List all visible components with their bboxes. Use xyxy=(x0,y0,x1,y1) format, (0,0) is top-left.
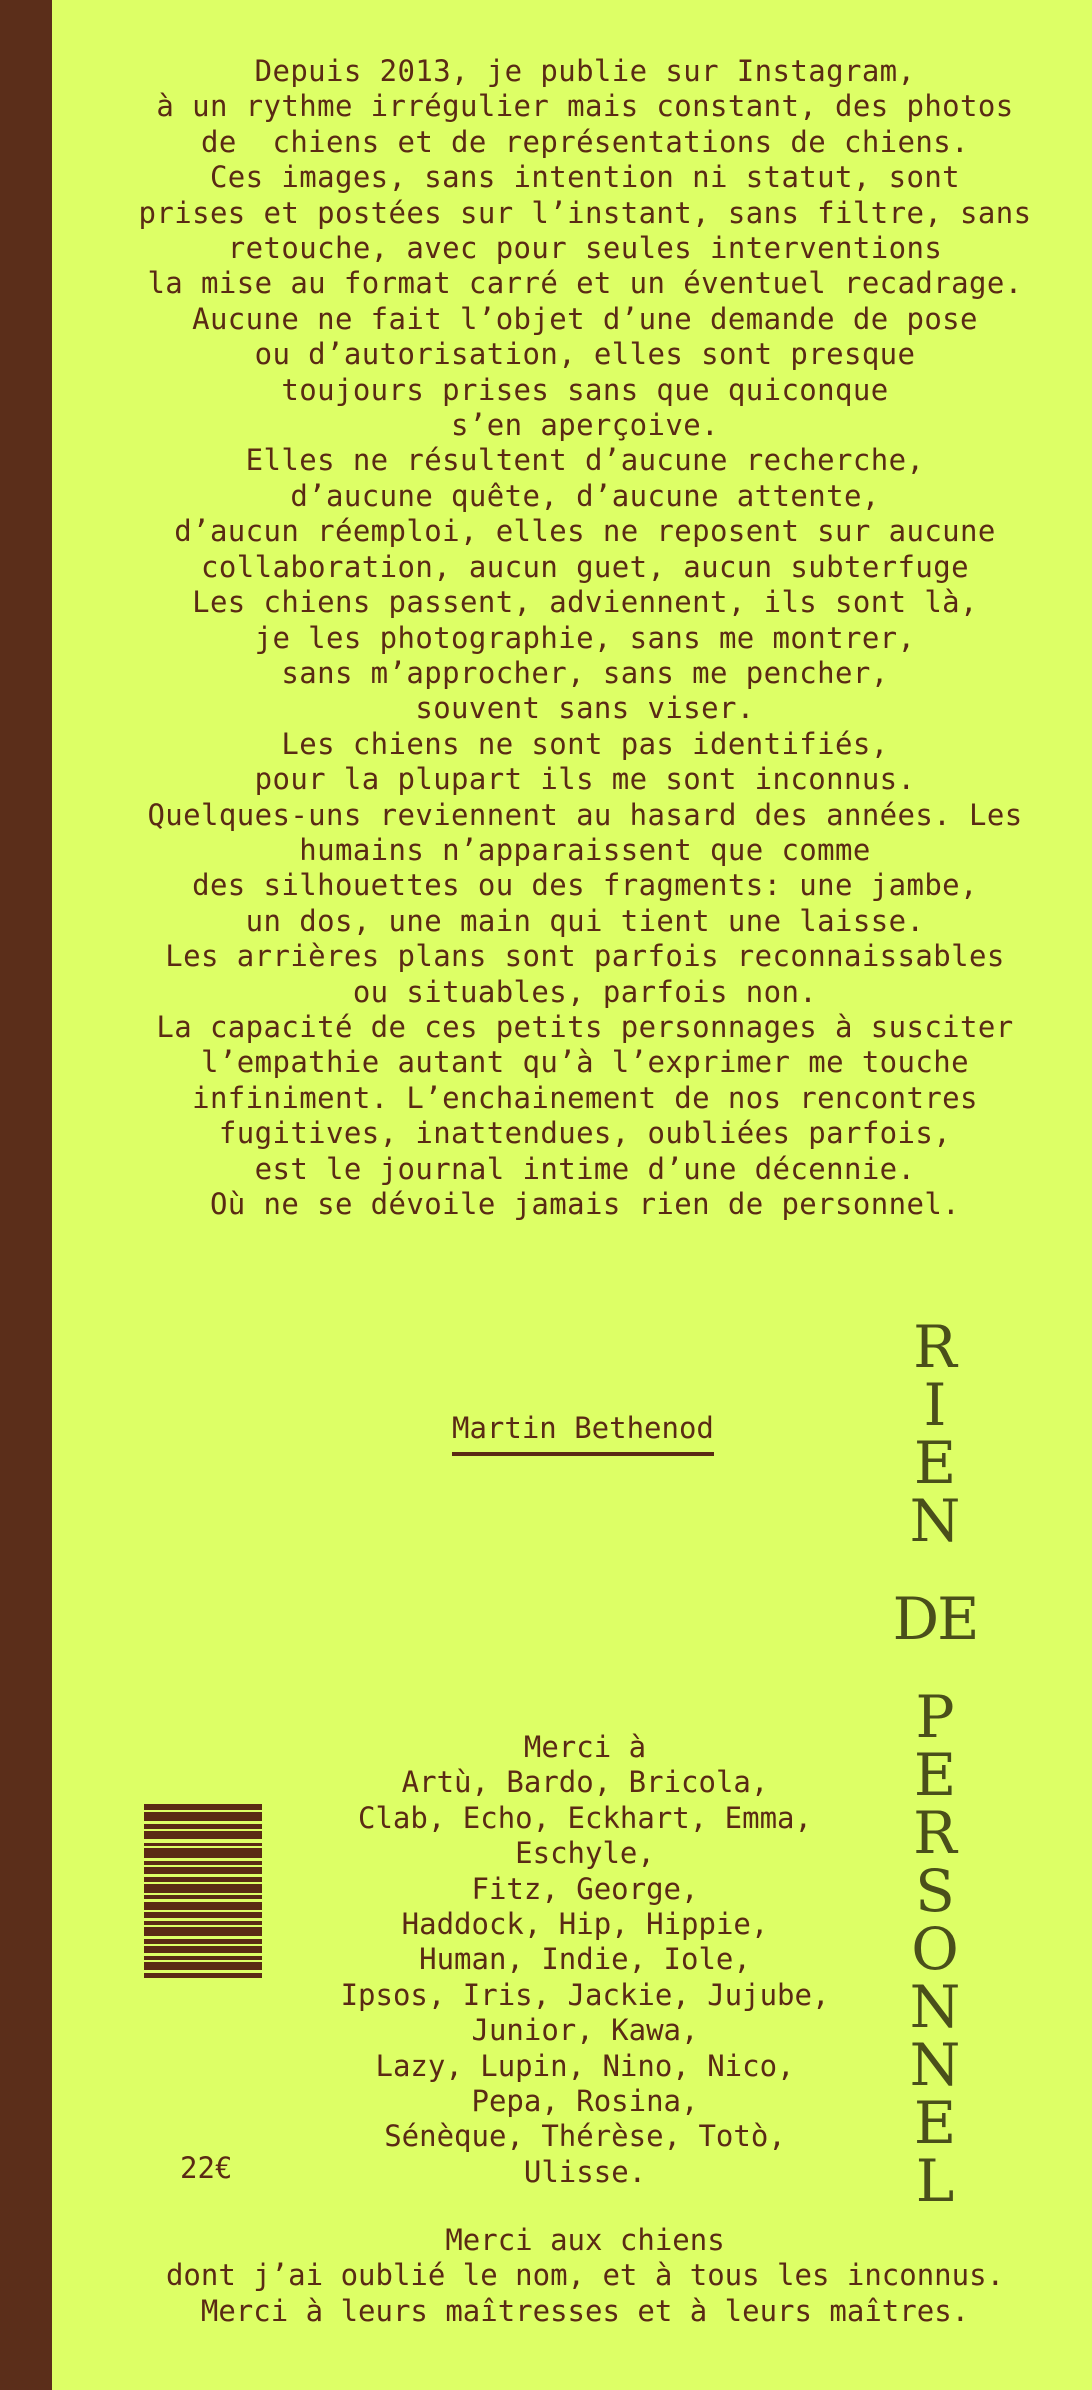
title-letter: E xyxy=(913,1741,957,1809)
title-letter: N xyxy=(909,2031,961,2099)
blurb-line: prises et postées sur l’instant, sans filtre, sans xyxy=(138,195,1032,230)
barcode-bar xyxy=(144,1921,262,1925)
title-word-gap xyxy=(880,1648,990,1688)
barcode xyxy=(144,1804,262,2142)
barcode-bar xyxy=(144,1848,262,1858)
barcode-bar xyxy=(144,1939,262,1944)
blurb-line: Elles ne résultent d’aucune recherche, xyxy=(245,443,925,478)
blurb-line: d’aucune quête, d’aucune attente, xyxy=(290,478,880,513)
blurb-line: un dos, une main qui tient une laisse. xyxy=(245,903,925,938)
blurb-line: d’aucun réemploi, elles ne reposent sur aucune xyxy=(174,514,996,549)
title-letter: L xyxy=(915,2147,955,2215)
thanks-line: Fitz, George, xyxy=(471,1871,699,1906)
thanks-line: Human, Indie, Iole, xyxy=(419,1942,751,1977)
blurb-line: La capacité de ces petits personnages à susciter xyxy=(156,1009,1014,1044)
blurb-line: Les arrières plans sont parfois reconnaissables xyxy=(165,939,1005,974)
barcode-graphic xyxy=(144,1804,262,2142)
blurb-line: Les chiens ne sont pas identifiés, xyxy=(281,726,889,761)
blurb-line: humains n’apparaissent que comme xyxy=(299,832,871,867)
barcode-bar xyxy=(144,1902,262,1910)
barcode-bar xyxy=(144,1812,262,1821)
barcode-bar xyxy=(144,1843,262,1846)
title-word-de: DE xyxy=(892,1585,978,1653)
barcode-bar xyxy=(144,1804,262,1810)
closing-line: Merci aux chiens xyxy=(445,2223,725,2257)
blurb-line: est le journal intime d’une décennie. xyxy=(254,1151,916,1186)
thanks-line: Ipsos, Iris, Jackie, Jujube, xyxy=(340,1977,830,2012)
title-letter: I xyxy=(923,1371,947,1439)
blurb-line: Où ne se dévoile jamais rien de personnel. xyxy=(209,1187,961,1221)
blurb-line: souvent sans viser. xyxy=(415,691,755,726)
closing-thanks xyxy=(120,2223,1050,2329)
title-letter: N xyxy=(909,1487,961,1555)
barcode-bar xyxy=(144,1927,262,1936)
blurb-line: sans m’approcher, sans me pencher, xyxy=(281,655,889,690)
blurb-line: de chiens et de représentations de chiens. xyxy=(201,124,969,159)
back-cover-blurb xyxy=(110,54,1060,1222)
barcode-bar xyxy=(144,1861,262,1865)
blurb-line: des silhouettes ou des fragments: une jambe, xyxy=(192,868,978,903)
barcode-bar xyxy=(144,1877,262,1882)
title-letter: O xyxy=(911,1915,959,1983)
barcode-bar xyxy=(144,1912,262,1918)
vertical-title xyxy=(880,1313,990,2215)
barcode-bar xyxy=(144,1884,262,1893)
thanks-line: Junior, Kawa, xyxy=(471,2013,699,2048)
barcode-bar xyxy=(144,1867,262,1874)
blurb-line: je les photographie, sans me montrer, xyxy=(254,620,916,655)
closing-line: Merci à leurs maîtresses et à leurs maîtres. xyxy=(200,2293,970,2328)
blurb-line: ou situables, parfois non. xyxy=(352,974,818,1009)
thanks-line: Sénèque, Thérèse, Totò, xyxy=(384,2119,786,2154)
blurb-line: s’en aperçoive. xyxy=(451,408,719,443)
title-letter: N xyxy=(909,1973,961,2041)
title-letter: E xyxy=(913,1429,957,1497)
price-label: 22€ xyxy=(180,2151,233,2185)
blurb-line: retouche, avec pour seules interventions xyxy=(227,231,943,266)
barcode-bar xyxy=(144,1895,262,1899)
title-letter: P xyxy=(915,1683,955,1751)
barcode-bar xyxy=(144,1956,262,1960)
blurb-line: collaboration, aucun guet, aucun subterfuge xyxy=(201,549,969,584)
blurb-line: l’empathie autant qu’à l’exprimer me touche xyxy=(201,1045,969,1080)
author-name: Martin Bethenod xyxy=(452,1410,714,1456)
title-letter: E xyxy=(913,2089,957,2157)
title-letter: R xyxy=(913,1313,957,1381)
blurb-line: à un rythme irrégulier mais constant, des photos xyxy=(156,89,1014,124)
blurb-line: la mise au format carré et un éventuel recadrage. xyxy=(147,266,1023,301)
book-spine xyxy=(0,0,52,2390)
thanks-line: Haddock, Hip, Hippie, xyxy=(401,1907,769,1942)
blurb-line: ou d’autorisation, elles sont presque xyxy=(254,337,916,372)
blurb-line: Les chiens passent, adviennent, ils sont là, xyxy=(192,585,978,620)
thanks-line: Eschyle, xyxy=(515,1836,655,1871)
title-letter: S xyxy=(915,1857,955,1925)
barcode-bar xyxy=(144,1824,262,1829)
acknowledgements xyxy=(300,1730,870,2190)
barcode-bar xyxy=(144,1962,262,1970)
thanks-line: Lazy, Lupin, Nino, Nico, xyxy=(375,2048,795,2083)
title-letter: R xyxy=(913,1799,957,1867)
barcode-bar xyxy=(144,1831,262,1839)
closing-line: dont j’ai oublié le nom, et à tous les inconnus. xyxy=(165,2258,1005,2293)
blurb-line: Depuis 2013, je publie sur Instagram, xyxy=(254,54,916,88)
barcode-bar xyxy=(144,1973,262,1978)
blurb-line: Aucune ne fait l’objet d’une demande de pose xyxy=(192,301,978,336)
blurb-line: toujours prises sans que quiconque xyxy=(281,372,889,407)
thanks-line: Pepa, Rosina, xyxy=(471,2084,699,2119)
blurb-line: fugitives, inattendues, oubliées parfois, xyxy=(218,1116,952,1151)
title-word-gap xyxy=(880,1550,990,1590)
blurb-line: Ces images, sans intention ni statut, sont xyxy=(209,160,961,195)
blurb-line: infiniment. L’enchainement de nos rencontres xyxy=(192,1080,978,1115)
thanks-line: Ulisse. xyxy=(523,2154,647,2189)
thanks-line: Clab, Echo, Eckhart, Emma, xyxy=(358,1800,812,1835)
thanks-line: Artù, Bardo, Bricola, xyxy=(401,1765,769,1800)
barcode-bar xyxy=(144,1946,262,1953)
blurb-line: Quelques-uns reviennent au hasard des années. Les xyxy=(147,797,1023,832)
blurb-line: pour la plupart ils me sont inconnus. xyxy=(254,762,916,797)
thanks-line: Merci à xyxy=(523,1730,647,1764)
